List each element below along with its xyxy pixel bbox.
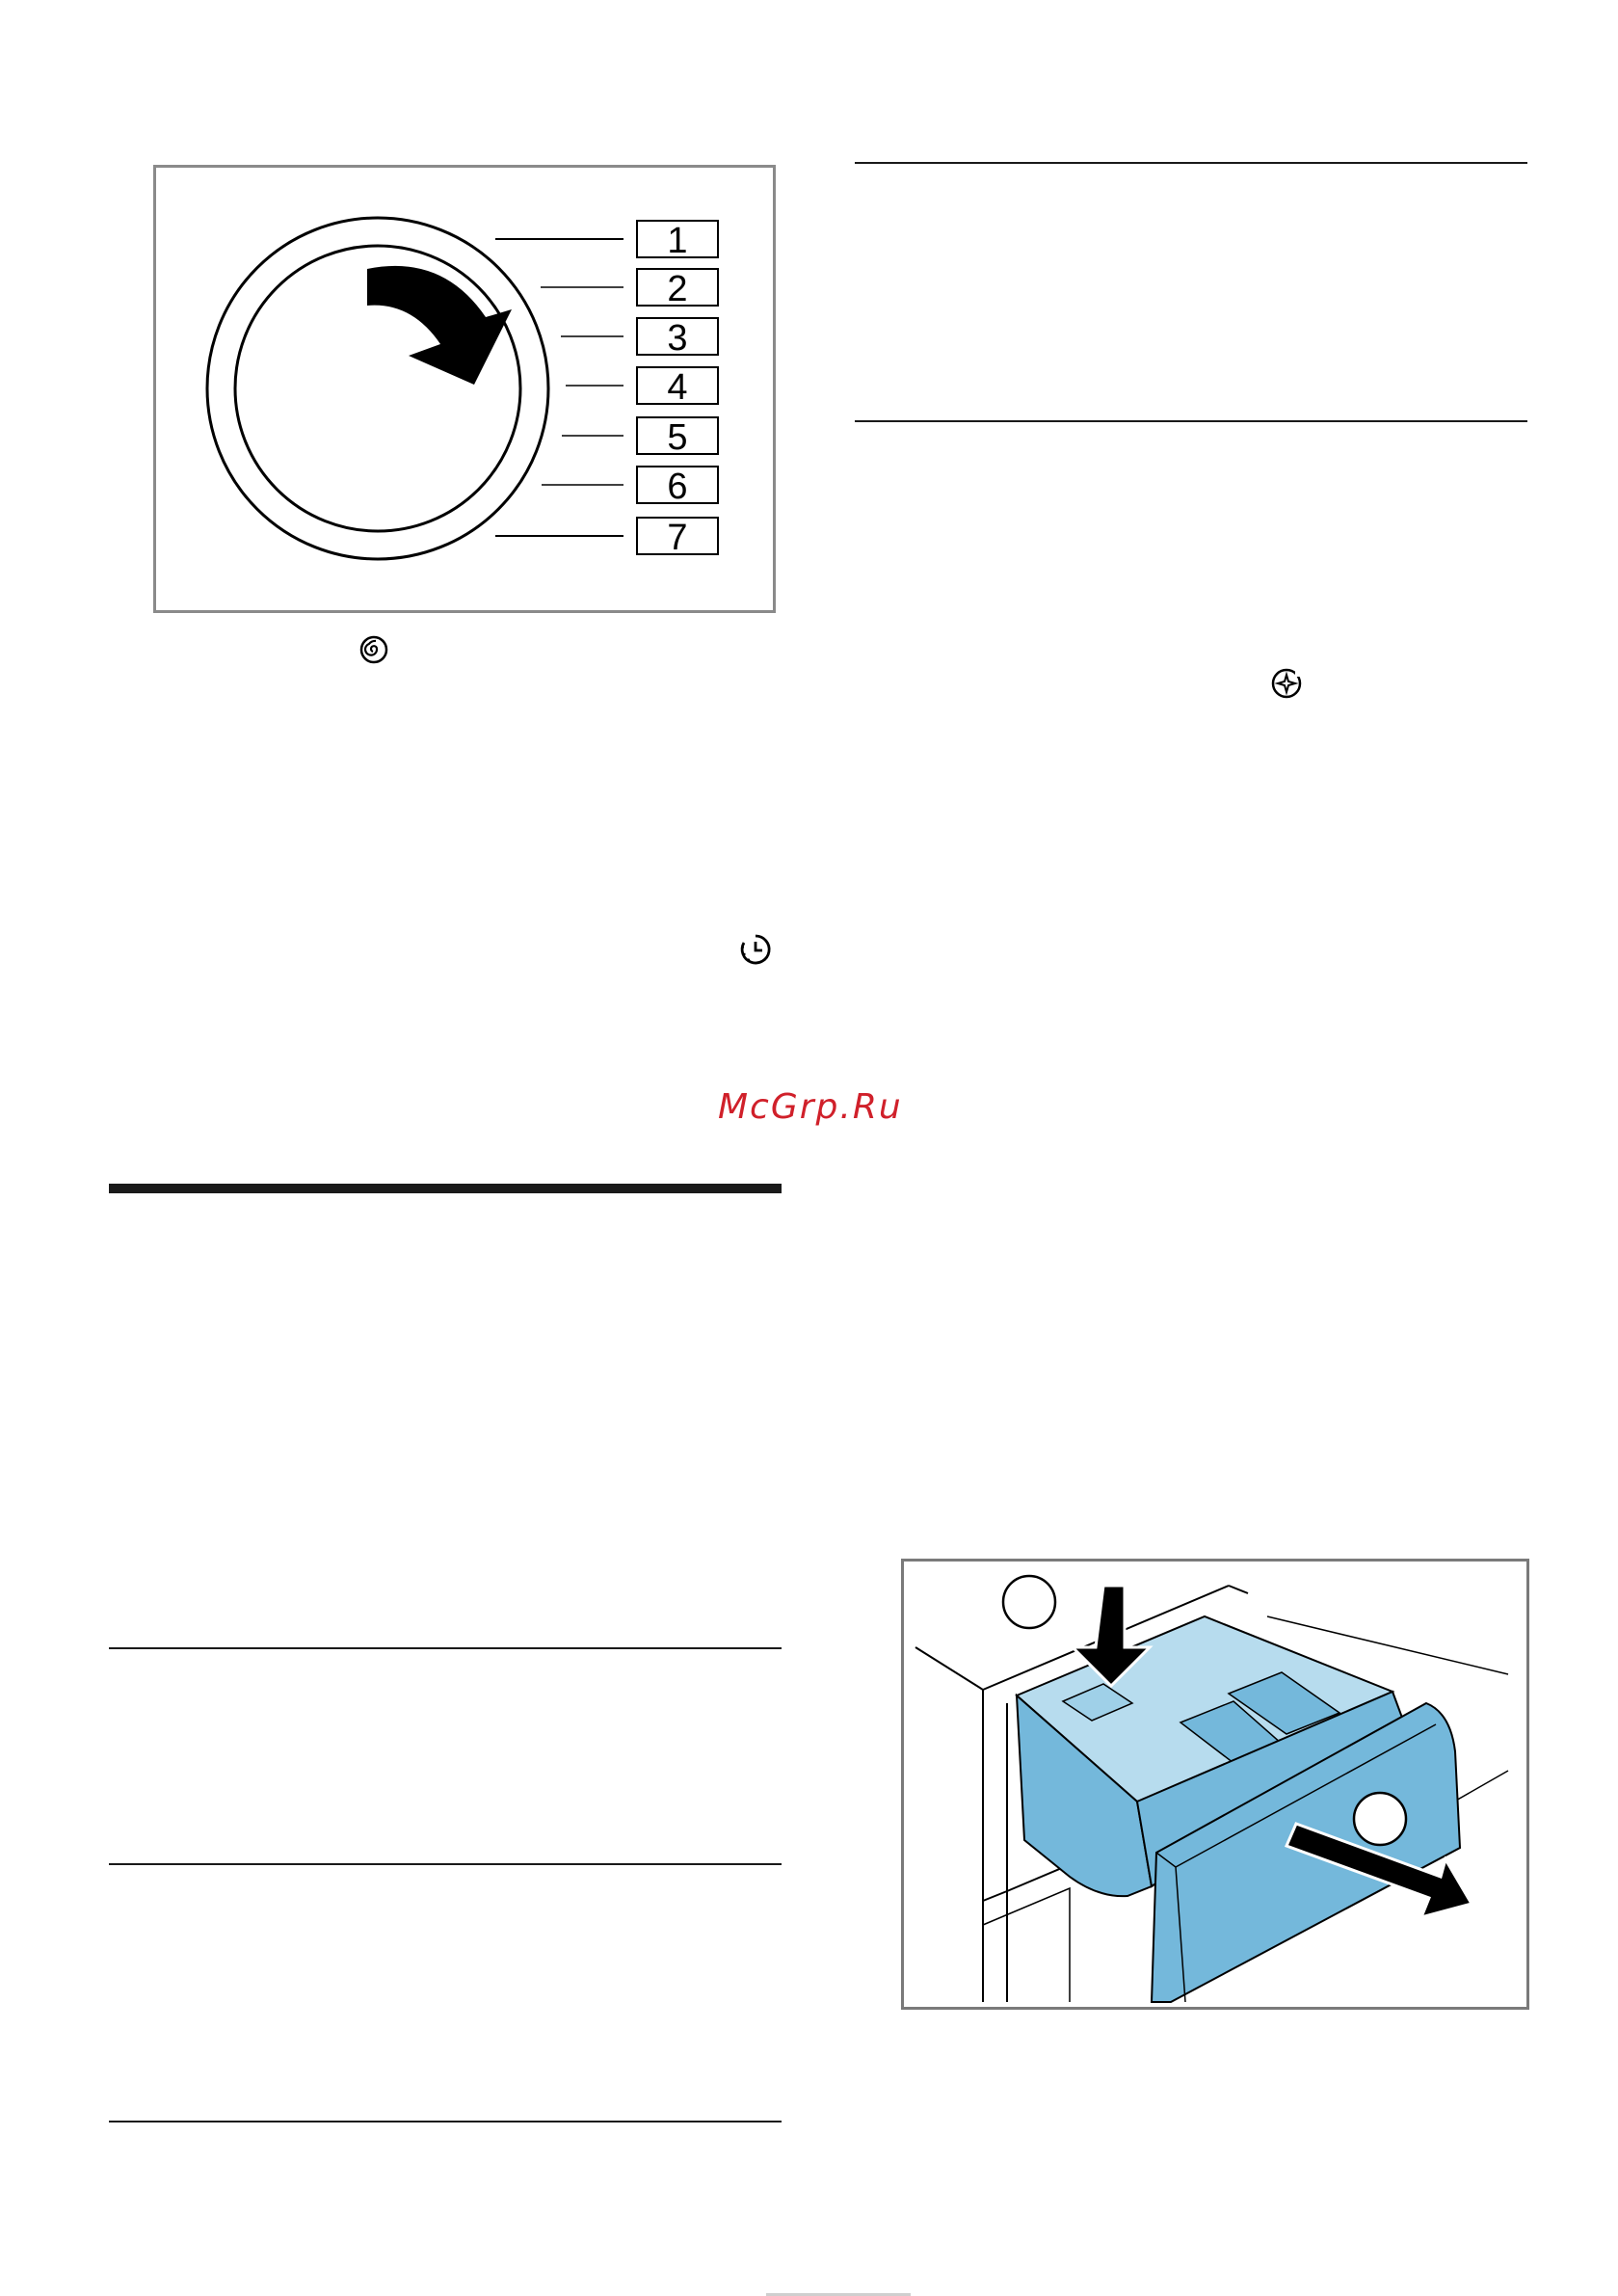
sparkle-circle-icon [1270,665,1305,700]
heading-rule [109,1184,782,1193]
dial-label-7: 7 [667,518,688,558]
section-rule [855,162,1527,164]
dial-label-4: 4 [667,367,688,408]
step-2-marker [1354,1793,1406,1845]
drawer-figure [901,1559,1529,2010]
dial-label-5: 5 [667,417,688,458]
dial-illustration [153,165,776,613]
section-rule [109,2121,782,2122]
timer-icon [739,933,772,966]
dial-label-6: 6 [667,467,688,507]
section-rule [109,1647,782,1649]
section-rule [109,1863,782,1865]
dial-label-3: 3 [667,318,688,359]
watermark: McGrp.Ru [718,1087,903,1127]
dial-label-2: 2 [667,269,688,309]
section-rule [855,420,1527,422]
dial-label-1: 1 [667,221,688,261]
dial-figure [153,165,776,613]
spiral-icon [358,634,389,665]
step-1-marker [1003,1576,1055,1628]
drawer-illustration [901,1559,1529,2010]
